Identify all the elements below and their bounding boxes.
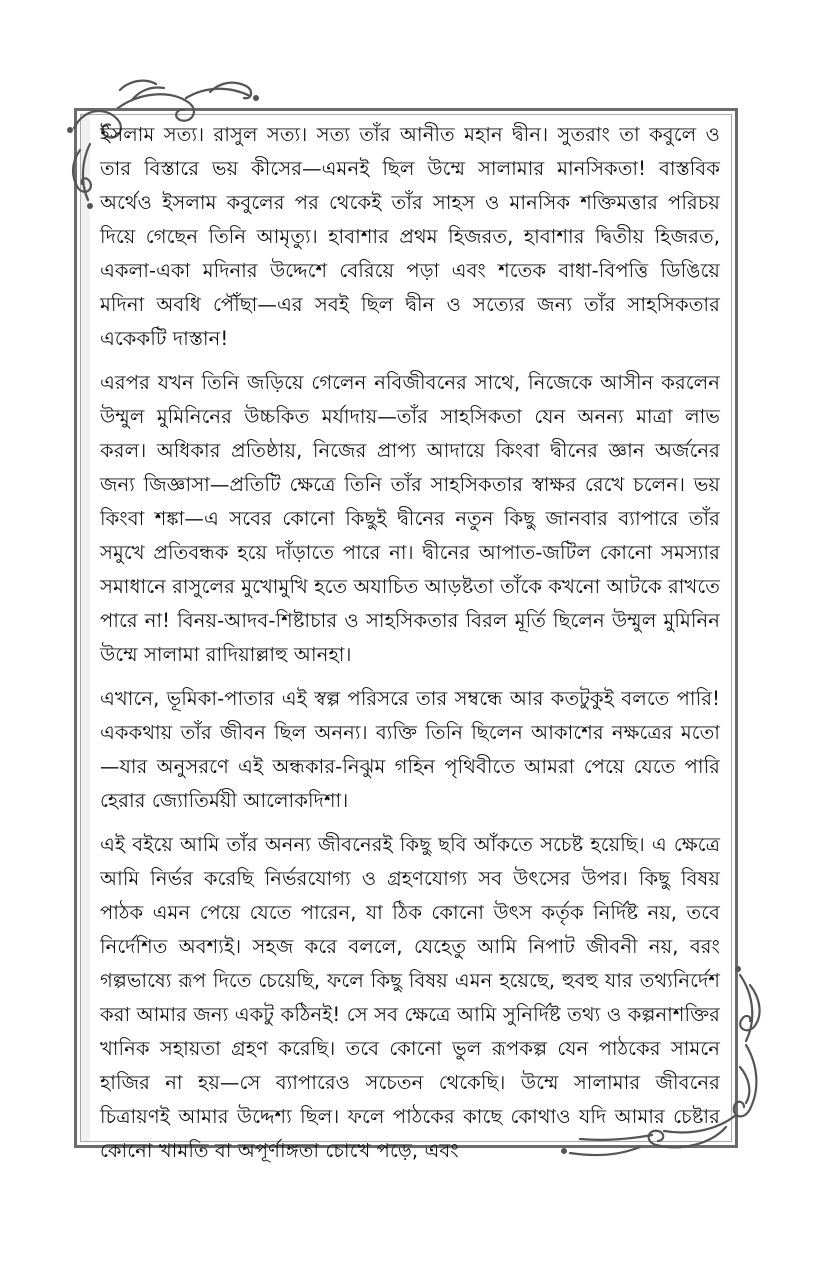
paragraph-1: ইসলাম সত্য। রাসুল সত্য। সত্য তাঁর আনীত মহান দ্বীন। সুতরাং তা কবুলে ও তার বিস্তারে ভয় কীসের—এমনই ছিল উম্মে সালামার মানসিকতা! বাস্তবিক অর্থেও ইসলাম কবুলের পর থেকেই তাঁর সাহস ও মানসিক শক্তিমত্তার পরিচয় দিয়ে গেছেন তিনি আমৃত্যু। হাবাশার প্রথম হিজরত, হাবাশার দ্বিতীয় হিজরত, একলা-একা মদিনার উদ্দেশে বেরিয়ে পড়া এবং শতেক বাধা-বিপত্তি ডিঙিয়ে মদিনা অবধি পৌঁছা—এর সবই ছিল দ্বীন ও সত্যের জন্য তাঁর সাহসিকতার একেকটি দাস্তান!	[100, 123, 720, 350]
page-body	[100, 118, 720, 1178]
paragraph-4: এই বইয়ে আমি তাঁর অনন্য জীবনেরই কিছু ছবি আঁকতে সচেষ্ট হয়েছি। এ ক্ষেত্রে আমি নির্ভর করেছি নির্ভরযোগ্য ও গ্রহণযোগ্য সব উৎসের উপর। কিছু বিষয় পাঠক এমন পেয়ে যেতে পারেন, যা ঠিক কোনো উৎস কর্তৃক নির্দিষ্ট নয়, তবে নির্দেশিত অবশ্যই। সহজ করে বললে, যেহেতু আমি নিপাট জীবনী নয়, বরং গল্পভাষ্যে রূপ দিতে চেয়েছি, ফলে কিছু বিষয় এমন হয়েছে, হুবহু যার তথ্যনির্দেশ করা আমার জন্য একটু কঠিনই! সে সব ক্ষেত্রে আমি সুনির্দিষ্ট তথ্য ও কল্পনাশক্তির খানিক সহায়তা গ্রহণ করেছি। তবে কোনো ভুল রূপকল্প যেন পাঠকের সামনে হাজির না হয়—সে ব্যাপারেও সচেতন থেকেছি। উম্মে সালামার জীবনের চিত্রায়ণই আমার উদ্দেশ্য ছিল। ফলে পাঠকের কাছে কোথাও যদি আমার চেষ্টার কোনো খামতি বা অপূর্ণাঙ্গতা চোখে পড়ে, এবং	[100, 833, 720, 1162]
paragraph-2: এরপর যখন তিনি জড়িয়ে গেলেন নবিজীবনের সাথে, নিজেকে আসীন করলেন উম্মুল মুমিনিনের উচ্চকিত মর্যাদায়—তাঁর সাহসিকতা যেন অনন্য মাত্রা লাভ করল। অধিকার প্রতিষ্ঠায়, নিজের প্রাপ্য আদায়ে কিংবা দ্বীনের জ্ঞান অর্জনের জন্য জিজ্ঞাসা—প্রতিটি ক্ষেত্রে তিনি তাঁর সাহসিকতার স্বাক্ষর রেখে চলেন। ভয় কিংবা শঙ্কা—এ সবের কোনো কিছুই দ্বীনের নতুন কিছু জানবার ব্যাপারে তাঁর সমুখে প্রতিবন্ধক হয়ে দাঁড়াতে পারে না। দ্বীনের আপাত-জটিল কোনো সমস্যার সমাধানে রাসুলের মুখোমুখি হতে অযাচিত আড়ষ্টতা তাঁকে কখনো আটকে রাখতে পারে না! বিনয়-আদব-শিষ্টাচার ও সাহসিকতার বিরল মূর্তি ছিলেন উম্মুল মুমিনিন উম্মে সালামা রাদিয়াল্লাহু আনহা।	[100, 371, 720, 666]
paragraph-3: এখানে, ভূমিকা-পাতার এই স্বল্প পরিসরে তার সম্বন্ধে আর কতটুকুই বলতে পারি! এককথায় তাঁর জীবন ছিল অনন্য। ব্যক্তি তিনি ছিলেন আকাশের নক্ষত্রের মতো—যার অনুসরণে এই অন্ধকার-নিঝুম গহিন পৃথিবীতে আমরা পেয়ে যেতে পারি হেরার জ্যোতির্ময়ী আলোকদিশা।	[100, 687, 720, 812]
